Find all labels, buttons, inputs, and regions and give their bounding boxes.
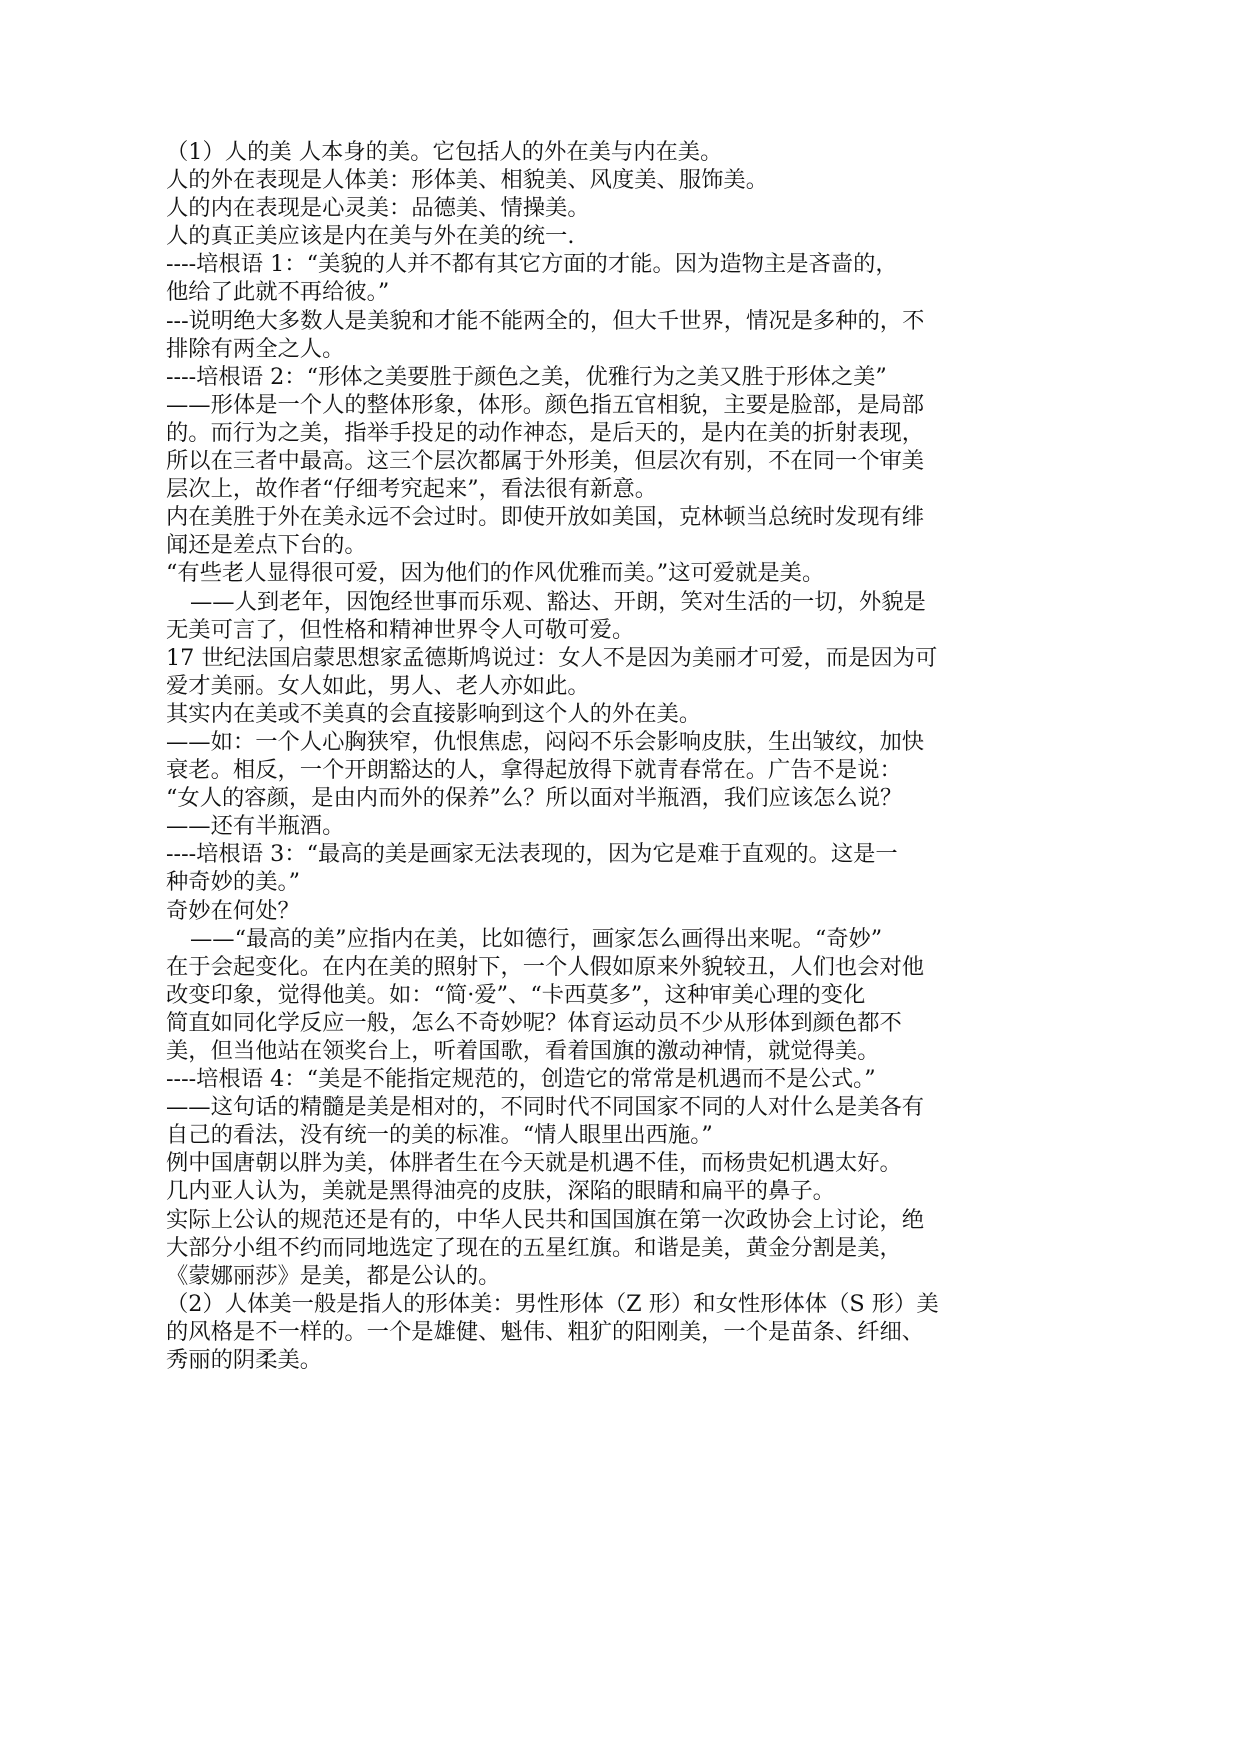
text-line: 他给了此就不再给彼。” bbox=[166, 279, 390, 306]
text-line: ——还有半瓶酒。 bbox=[166, 813, 345, 840]
text-line: 排除有两全之人。 bbox=[166, 335, 345, 362]
text-line: 人的内在表现是心灵美：品德美、情操美。 bbox=[166, 195, 590, 222]
text-line: ---说明绝大多数人是美貌和才能不能两全的，但大千世界，情况是多种的，不 bbox=[166, 307, 925, 334]
text-line: ----培根语 4：“美是不能指定规范的，创造它的常常是机遇而不是公式。” bbox=[166, 1066, 876, 1093]
text-line: ----培根语 1：“美貌的人并不都有其它方面的才能。因为造物主是吝啬的， bbox=[166, 251, 898, 278]
text-line: ----培根语 3：“最高的美是画家无法表现的，因为它是难于直观的。这是一 bbox=[166, 841, 898, 868]
text-line: （2）人体美一般是指人的形体美：男性形体（Z 形）和女性形体体（S 形）美 bbox=[166, 1290, 939, 1317]
text-line: ——形体是一个人的整体形象，体形。颜色指五官相貌，主要是脸部，是局部 bbox=[166, 391, 925, 418]
text-line: 人的真正美应该是内在美与外在美的统一. bbox=[166, 223, 575, 250]
text-line: 17 世纪法国启蒙思想家孟德斯鸠说过：女人不是因为美丽才可爱，而是因为可 bbox=[166, 644, 938, 671]
text-line: 无美可言了，但性格和精神世界令人可敬可爱。 bbox=[166, 616, 635, 643]
text-line: ——这句话的精髓是美是相对的，不同时代不同国家不同的人对什么是美各有 bbox=[166, 1094, 925, 1121]
text-line: 例中国唐朝以胖为美，体胖者生在今天就是机遇不佳，而杨贵妃机遇太好。 bbox=[166, 1150, 902, 1177]
text-line: 种奇妙的美。” bbox=[166, 869, 301, 896]
text-line: 奇妙在何处？ bbox=[166, 897, 300, 924]
text-line: 层次上，故作者“仔细考究起来”，看法很有新意。 bbox=[166, 476, 658, 503]
text-line: 内在美胜于外在美永远不会过时。即使开放如美国，克林顿当总统时发现有绯 bbox=[166, 504, 925, 531]
text-line: 闻还是差点下台的。 bbox=[166, 532, 367, 559]
text-line: 大部分小组不约而同地选定了现在的五星红旗。和谐是美，黄金分割是美， bbox=[166, 1234, 902, 1261]
text-line: 美，但当他站在领奖台上，听着国歌，看着国旗的激动神情，就觉得美。 bbox=[166, 1038, 880, 1064]
text-line: 《蒙娜丽莎》是美，都是公认的。 bbox=[166, 1262, 501, 1289]
text-line: 的风格是不一样的。一个是雄健、魁伟、粗犷的阳刚美，一个是苗条、纤细、 bbox=[166, 1318, 925, 1345]
text-line: 简直如同化学反应一般，怎么不奇妙呢？体育运动员不少从形体到颜色都不 bbox=[166, 1009, 902, 1036]
document-body bbox=[166, 138, 966, 1374]
text-line: ——如：一个人心胸狭窄，仇恨焦虑，闷闷不乐会影响皮肤，生出皱纹，加快 bbox=[166, 728, 925, 755]
text-line: 几内亚人认为，美就是黑得油亮的皮肤，深陷的眼睛和扁平的鼻子。 bbox=[166, 1178, 835, 1205]
text-line: 改变印象，觉得他美。如：“简·爱”、“卡西莫多”，这种审美心理的变化 bbox=[166, 981, 866, 1008]
text-line: “有些老人显得很可爱，因为他们的作风优雅而美。”这可爱就是美。 bbox=[166, 560, 825, 587]
text-line: 爱才美丽。女人如此，男人、老人亦如此。 bbox=[166, 672, 590, 699]
text-line: 在于会起变化。在内在美的照射下，一个人假如原来外貌较丑，人们也会对他 bbox=[166, 953, 925, 980]
text-line: 实际上公认的规范还是有的，中华人民共和国国旗在第一次政协会上讨论，绝 bbox=[166, 1206, 925, 1233]
text-line: 所以在三者中最高。这三个层次都属于外形美，但层次有别，不在同一个审美 bbox=[166, 448, 925, 475]
text-line: ----培根语 2：“形体之美要胜于颜色之美，优雅行为之美又胜于形体之美” bbox=[166, 363, 887, 390]
text-line: 自己的看法，没有统一的美的标准。“情人眼里出西施。” bbox=[166, 1122, 713, 1149]
text-line: “女人的容颜，是由内而外的保养”么？所以面对半瓶酒，我们应该怎么说？ bbox=[166, 785, 903, 812]
text-line: 衰老。相反，一个开朗豁达的人，拿得起放得下就青春常在。广告不是说： bbox=[166, 757, 902, 784]
text-line: 秀丽的阴柔美。 bbox=[166, 1347, 323, 1374]
text-line: ——人到老年，因饱经世事而乐观、豁达、开朗，笑对生活的一切，外貌是 bbox=[190, 588, 926, 615]
text-line: 其实内在美或不美真的会直接影响到这个人的外在美。 bbox=[166, 700, 702, 727]
text-line: 人的外在表现是人体美：形体美、相貌美、风度美、服饰美。 bbox=[166, 167, 769, 194]
text-line: （1）人的美 人本身的美。它包括人的外在美与内在美。 bbox=[166, 139, 723, 165]
text-line: 的。而行为之美，指举手投足的动作神态，是后天的，是内在美的折射表现， bbox=[166, 419, 925, 446]
text-line: ——“最高的美”应指内在美，比如德行，画家怎么画得出来呢。“奇妙” bbox=[190, 925, 883, 952]
